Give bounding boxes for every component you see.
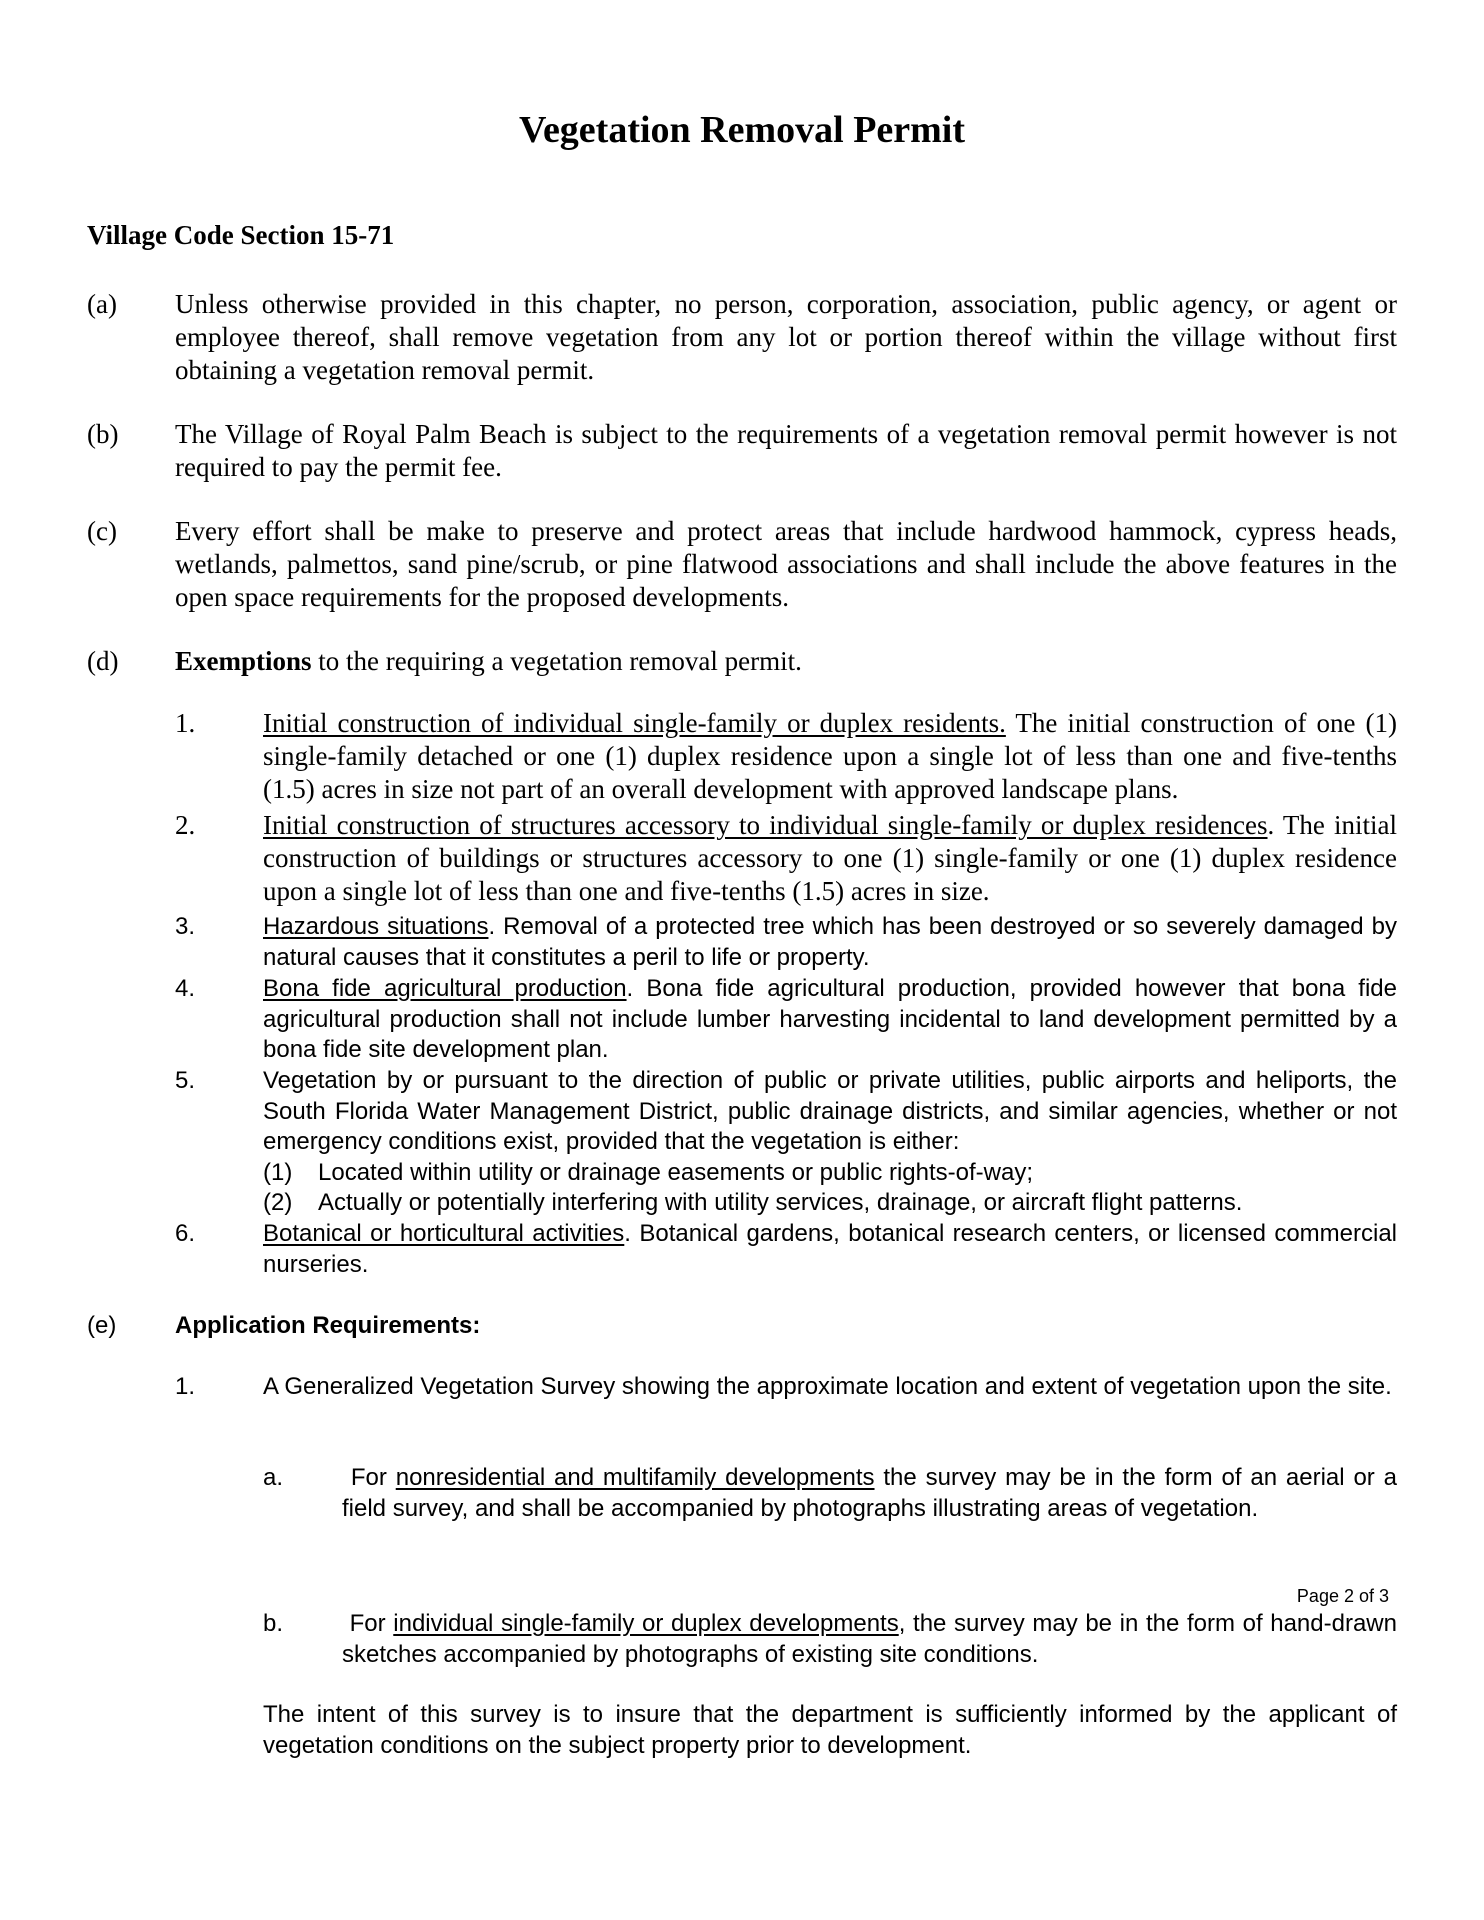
requirement-1-num: 1. — [175, 1373, 196, 1400]
exemption-2-num: 2. — [175, 810, 196, 840]
page-number: Page 2 of 3 — [1296, 1586, 1389, 1606]
requirement-1a-text: For nonresidential and multifamily developments the survey may be in the form of an aerial or a field survey, and shall be accompanied by photographs illustrating areas of vegetation. — [342, 1464, 1397, 1522]
exemption-4-body: . Bona fide agricultural production, provided however that bona fide agricultural production shall not include lumber harvesting incidental to land development permitted by a bona fide site development plan. — [263, 975, 1397, 1063]
exemption-3-num: 3. — [175, 913, 196, 940]
requirement-1-text: A Generalized Vegetation Survey showing the approximate location and extent of vegetation upon the site. — [263, 1373, 1392, 1400]
requirement-1a-underlined: nonresidential and multifamily developments — [395, 1464, 875, 1491]
exemption-1-num: 1. — [175, 708, 196, 738]
exemption-6-num: 6. — [175, 1220, 196, 1247]
para-e-label: (e) — [87, 1312, 117, 1339]
exemption-2-heading: Initial construction of structures accessory to individual single-family or duplex residences — [263, 810, 1268, 840]
para-c-label: (c) — [87, 516, 117, 546]
exemption-6-heading: Botanical or horticultural activities — [263, 1220, 625, 1247]
para-c-text: Every effort shall be make to preserve and protect areas that include hardwood hammock, cypress heads, wetlands, palmettos, sand pine/scrub, or pine flatwood associations and shall include the above features in the open space requirements for the proposed developments. — [175, 516, 1397, 612]
exemption-5-body: Vegetation by or pursuant to the direction of public or private utilities, public airports and heliports, the South Florida Water Management District, public drainage districts, and similar agencies, whether or not emergency conditions exist, provided that the vegetation is either: — [263, 1067, 1397, 1155]
exemption-2-text — [263, 809, 1397, 908]
para-a-label: (a) — [87, 289, 117, 319]
requirement-1b-text: For individual single-family or duplex developments, the survey may be in the form of hand-drawn sketches accompanied by photographs of existing site conditions. — [342, 1610, 1397, 1668]
para-a-text: Unless otherwise provided in this chapter, no person, corporation, association, public agency, or agent or employee thereof, shall remove vegetation from any lot or portion thereof within the village without first obtaining a vegetation removal permit. — [175, 289, 1397, 385]
exemption-6-text — [263, 1219, 1397, 1280]
requirement-1b-underlined: individual single-family or duplex developments — [393, 1610, 899, 1637]
exemption-4-heading: Bona fide agricultural production — [263, 975, 627, 1002]
para-d-label: (d) — [87, 646, 119, 676]
exemption-5-num: 5. — [175, 1067, 196, 1094]
exemption-4-text — [263, 974, 1397, 1066]
exemption-3-body: . Removal of a protected tree which has been destroyed or so severely damaged by natural causes that it constitutes a peril to life or property. — [263, 913, 1398, 971]
section-heading: Village Code Section 15-71 — [87, 220, 395, 250]
requirement-1b-label: b. — [263, 1610, 284, 1637]
exemption-6-body: . Botanical gardens, botanical research centers, or licensed commercial nurseries. — [263, 1220, 1398, 1278]
exemption-1-heading: Initial construction of individual single-family or duplex residents. — [263, 708, 1006, 738]
exemptions-text: to the requiring a vegetation removal permit. — [311, 646, 802, 676]
exemption-1-body: The initial construction of one (1) single-family detached or one (1) duplex residence upon a single lot of less than one and five-tenths (1.5) acres in size not part of an overall development with approved landscape plans. — [263, 708, 1397, 804]
intent-paragraph: The intent of this survey is to insure that the department is sufficiently informed by the applicant of vegetation conditions on the subject property prior to development. — [263, 1701, 1397, 1759]
exemption-5-sub-1: (1) Located within utility or drainage easements or public rights-of-way; — [263, 1158, 1034, 1186]
exemption-1-text — [263, 707, 1397, 806]
page-title: Vegetation Removal Permit — [518, 109, 966, 151]
exemption-5-text — [263, 1066, 1397, 1219]
exemption-3-heading: Hazardous situations — [263, 913, 489, 940]
exemption-3-text — [263, 912, 1397, 973]
para-e-heading: Application Requirements: — [175, 1312, 481, 1339]
exemptions-bold: Exemptions — [175, 646, 312, 676]
para-b-text: The Village of Royal Palm Beach is subject to the requirements of a vegetation removal permit however is not required to pay the permit fee. — [175, 419, 1397, 482]
exemption-4-num: 4. — [175, 975, 196, 1002]
requirement-1a-label: a. — [263, 1464, 284, 1491]
para-b-label: (b) — [87, 419, 119, 449]
exemption-5-sub-2: (2) Actually or potentially interfering with utility services, drainage, or aircraft flight patterns. — [263, 1189, 1243, 1216]
para-d-heading — [175, 645, 1397, 678]
exemption-2-body: . The initial construction of buildings or structures accessory to one (1) single-family or one (1) duplex residence upon a single lot of less than one and five-tenths (1.5) acres in size. — [263, 810, 1398, 906]
